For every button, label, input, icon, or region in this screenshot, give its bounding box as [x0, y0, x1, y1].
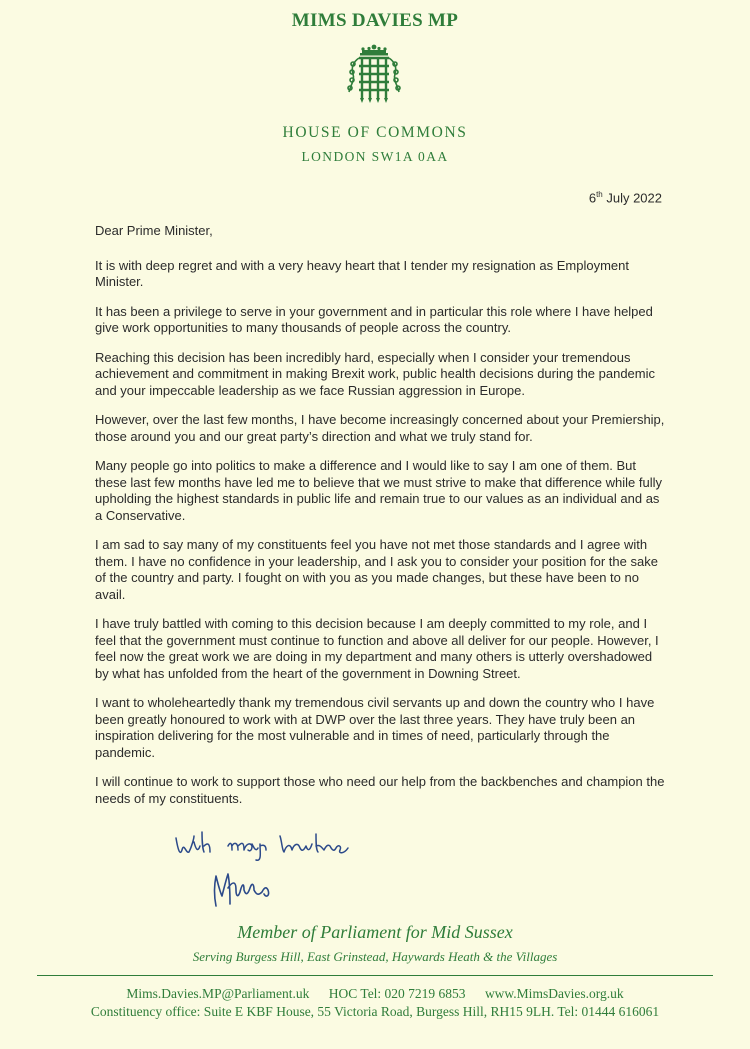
letter-date	[589, 190, 662, 205]
house-of-commons-label: HOUSE OF COMMONS	[282, 124, 468, 141]
address-label: LONDON SW1A 0AA	[301, 149, 449, 164]
date-suffix: th	[596, 190, 603, 199]
paragraph: I will continue to work to support those who need our help from the backbenches and champion the needs of my constituents.	[95, 774, 665, 806]
paragraph: I am sad to say many of my constituents feel you have not met those standards and I agree with them. I have no confidence in your leadership, and I ask you to consider your position for the sake of the country and party. I fought on with you as you made changes, but these have been to no avail.	[95, 537, 658, 602]
footer-divider	[37, 975, 713, 976]
handwritten-closing	[172, 828, 362, 864]
date-rest: July 2022	[602, 190, 662, 206]
date-day: 6	[588, 190, 597, 206]
paragraph: However, over the last few months, I have become increasingly concerned about your Premiership, those around you and our great party’s direction and what we truly stand for.	[95, 412, 665, 444]
constituency-serving: Serving Burgess Hill, East Grinstead, Haywards Heath & the Villages	[192, 949, 558, 964]
signature	[208, 868, 298, 912]
paragraph: It is with deep regret and with a very heavy heart that I tender my resignation as Employment Minister.	[95, 257, 629, 289]
paragraph: I have truly battled with coming to this decision because I am deeply committed to my role, and I feel that the government must continue to function and above all deliver for our people. However, I feel now the great work we are doing in my department and many others is utterly overshadowed by what has unfolded from the heart of the government in Downing Street.	[95, 616, 659, 681]
paragraph: I want to wholeheartedly thank my tremendous civil servants up and down the country who I have been greatly honoured to work with at DWP over the last three years. They have truly been an inspiration delivering for the most vulnerable and in times of need, particularly through the pandemic.	[95, 695, 655, 760]
paragraph: Reaching this decision has been incredibly hard, especially when I consider your tremendous achievement and commitment in making Brexit work, public health decisions during the pandemic and your impeccable leadership as we face Russian aggression in Europe.	[95, 349, 656, 398]
email-address: Mims.Davies.MP@Parliament.uk	[126, 986, 310, 1001]
constituency-office: Constituency office: Suite E KBF House, 55 Victoria Road, Burgess Hill, RH15 9LH. Tel: 01444 616061	[90, 1004, 660, 1019]
hoc-telephone: HOC Tel: 020 7219 6853	[328, 986, 466, 1001]
letter-body	[95, 223, 667, 820]
member-title-text: Member of Parliament for Mid Sussex	[237, 922, 513, 942]
paragraph: Many people go into politics to make a difference and I would like to say I am one of them. But these last few months have led me to believe that we must strive to make that difference while fully upholding the highest standards in public life and remain true to our values as an individual and as a Conservative.	[95, 458, 662, 523]
portcullis-icon	[345, 44, 403, 106]
contact-line	[0, 986, 750, 1002]
salutation: Dear Prime Minister,	[95, 223, 213, 238]
member-title	[0, 922, 750, 943]
paragraph: It has been a privilege to serve in your government and in particular this role where I have helped give work opportunities to many thousands of people across the country.	[95, 303, 653, 335]
mp-name-heading: MIMS DAVIES MP	[291, 10, 459, 31]
website: www.MimsDavies.org.uk	[484, 986, 624, 1001]
